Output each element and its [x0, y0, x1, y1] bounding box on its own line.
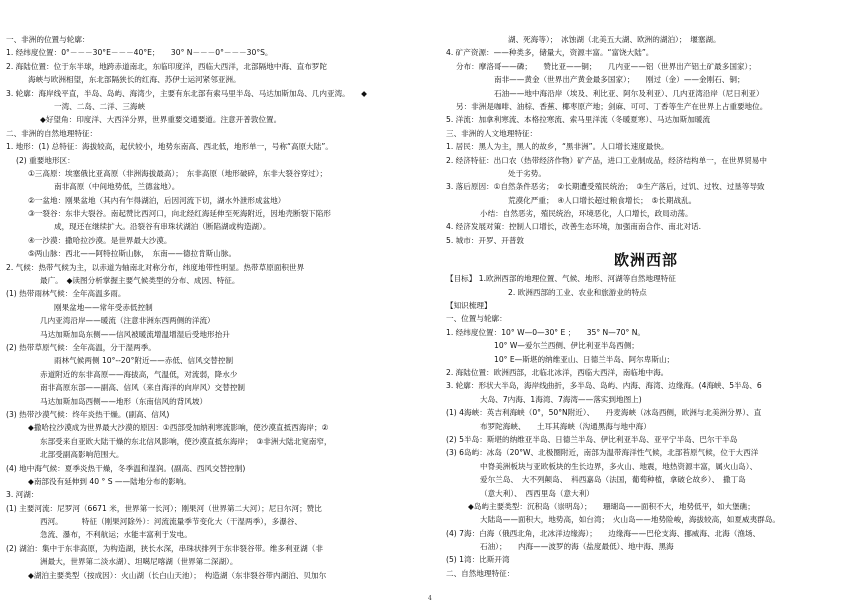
western-europe-section [446, 272, 846, 580]
text-line: (5) 1湾：比斯开湾 [446, 555, 510, 565]
text-line: 洲最大，世界第二淡水湖）、坦噶尼喀湖（世界第二深湖）。 [40, 557, 238, 567]
text-line: 刚果盆地——常年受赤低控制 [54, 302, 153, 312]
text-line: ⑤两山脉：西北——阿特拉斯山脉， 东南——德拉肯斯山脉。 [28, 249, 237, 259]
page-number: 4 [428, 595, 432, 602]
text-line: 【目标】 1.欧洲西部的地理位置、气候、地形、河湖等自然地理特征 [446, 274, 676, 284]
text-line: 【知识梳理】 [446, 301, 492, 311]
text-line: 3. 轮廓：形状大半岛，海岸线曲折，多半岛、岛屿、内海、海湾、边缘海。(4海峡、5半岛、6 [446, 381, 762, 391]
text-line: 1. 地形：(1) 总特征：海拔较高，起伏较小，地势东南高、西北低，地形单一，号称“高原大陆”。 [6, 142, 333, 152]
text-line: 成，现还在继续扩大。沿裂谷有串珠状湖泊（断陷湖或构造湖）。 [54, 222, 271, 232]
text-line: 2. 海陆位置：位于东半球，地跨赤道南北，东临印度洋，西临大西洋，北部隔地中海、直布罗陀 [6, 61, 327, 71]
text-line: 10° E—斯堪的纳维亚山、日德兰半岛、阿尔卑斯山； [494, 354, 675, 364]
text-line: (4) 7海：白海（俄西北角，北冰洋边缘海）； 边缘海——巴伦支海、挪威海、北海（渔场、 [446, 528, 761, 538]
text-line: 4. 经济发展对策：控制人口增长，改善生态环境，加强南南合作、南北对话. [446, 222, 702, 232]
text-line: 一湾、二岛、二洋、三海峡 [54, 101, 146, 111]
text-line: ①三高原：埃塞俄比亚高原（非洲海拔最高）； 东非高原（地形破碎，东非大裂谷穿过）； [28, 168, 328, 178]
text-line: 石油）； 内海——波罗的海（盐度最低）、地中海、黑海 [480, 542, 674, 552]
text-line: 中脊美洲板块与亚欧板块的生长边界，多火山、地震，地热资源丰富，属火山岛）、 [480, 461, 758, 471]
text-line: 布罗陀海峡、 土耳其海峡（沟通黑海与地中海） [480, 421, 651, 431]
text-line: 二、自然地理特征： [446, 568, 515, 578]
text-line: 南非高原东部——副高、信风（来自海洋的向岸风）交替控制 [40, 383, 246, 393]
text-line: 分布：摩洛哥——磷； 赞比亚——铜； 几内亚——铝（世界出产铝土矿最多国家）； [456, 61, 756, 71]
text-line: 2. 欧洲西部的工业、农业和旅游业的特点 [508, 287, 647, 297]
text-line: 一、位置与轮廓： [446, 314, 507, 324]
text-line: ③一裂谷：东非大裂谷。南起赞比西河口，向北经红海延伸至死海附近，因地壳断裂下陷形 [28, 209, 331, 219]
text-line: 另：非洲是咖啡、油棕、香蕉、椰枣原产地；剑麻、可可、丁香等生产在世界上占重要地位。 [456, 101, 768, 111]
text-line: 最广。 ◆读图分析掌握主要气候类型的分布、成因、特征。 [40, 276, 240, 286]
text-line: ④一沙漠：撒哈拉沙漠。是世界最大沙漠。 [28, 235, 172, 245]
text-line: 3. 河湖： [6, 490, 39, 500]
text-line: 赤道附近的东非高原——海拔高，气温低，对流弱，降水少 [40, 369, 238, 379]
section-title-western-europe: 欧洲西部 [613, 251, 678, 270]
text-line: 处于劣势。 [508, 168, 546, 178]
text-line: ◆湖泊主要类型（按成因）：火山湖（长白山天池）； 构造湖（东非裂谷带内湖泊、贝加尔 [28, 570, 327, 580]
text-line: 三、非洲的人文地理特征： [446, 128, 538, 138]
text-line: 雨林气候两侧 10°--20°附近——赤低、信风交替控制 [54, 356, 234, 366]
text-line: 小结：自然恶劣，殖民统治，环境恶化，人口增长，政局动荡。 [480, 209, 693, 219]
text-line: 2. 气候：热带气候为主，以赤道为轴南北对称分布，纬度地带性明显。热带草原面积世界 [6, 262, 305, 272]
text-line: （意大利）、 西西里岛（意大利） [480, 488, 594, 498]
text-line: (1) 热带雨林气候：全年高温多雨。 [6, 289, 126, 299]
text-line: (2) 热带草原气候：全年高温，分干湿两季。 [6, 342, 156, 352]
text-line: 1. 居民：黑人为主，黑人的故乡，“黑非洲”。人口增长速度最快。 [446, 142, 669, 152]
text-line: 急流、瀑布，不利航运；水能丰富利于发电。 [40, 530, 192, 540]
left-column [6, 33, 406, 582]
text-line: 西河。 特征（刚果河除外）：河流流量季节变化大（干湿两季），多瀑谷、 [40, 517, 302, 527]
text-line: (2) 湖泊：集中于东非高原，为构造湖，狭长水深，串珠状排列于东非裂谷带。维多利亚湖（非 [6, 543, 323, 553]
text-line: (1) 4海峡：英吉利海峡（0°，50°N附近）、 丹麦海峡（冰岛西侧，欧洲与北美洲分界）、直 [446, 408, 762, 418]
text-line: 爱尔兰岛、 大不列颠岛、 科西嘉岛（法国，葡萄种植，拿破仑故乡）、 撒丁岛 [480, 475, 746, 485]
text-line: 南非高原（中间地势低，兰德盆地）。 [54, 182, 180, 192]
text-line: 马达加斯加岛西侧——地形（东南信风的背风坡） [40, 396, 208, 406]
right-column [446, 33, 846, 580]
text-line: 1. 经纬度位置：10° W—0—30° E ； 35° N—70° N。 [446, 327, 645, 337]
text-line: ◆南部没有延伸到 40 ° S ——陆地分布的影响。 [28, 476, 191, 486]
text-line: (3) 热带沙漠气候：终年炎热干燥。(副高、信风) [6, 409, 170, 419]
text-line: 南非——黄金（世界出产黄金最多国家）； 刚过（金）——金刚石、铜； [494, 75, 745, 85]
text-line: 荒漠化严重； ④人口增长超过粮食增长； ⑤长期战乱。 [508, 195, 697, 205]
africa-continued-section [446, 33, 846, 247]
text-line: 4. 矿产资源：——种类多，储量大，资源丰富。“富饶大陆”。 [446, 48, 654, 58]
text-line: (3) 6岛屿：冰岛（20°W、北极圈附近，南部为温带海洋性气候，北部苔原气候，位于大西洋 [446, 448, 759, 458]
text-line: ◆岛屿主要类型：沉积岛（崇明岛）； 珊瑚岛——面积不大，地势低平，如大堡礁； [468, 501, 755, 511]
text-line: 3. 轮廓：海岸线平直，半岛、岛屿、海湾少，主要有东北部有索马里半岛、马达加斯加岛、几内亚湾。 ◆ [6, 88, 368, 98]
text-line: (2) 5半岛：斯堪的纳维亚半岛、日德兰半岛、伊比利亚半岛、亚平宁半岛、巴尔干半岛 [446, 434, 738, 444]
text-line: 一、非洲的位置与轮廓： [6, 35, 90, 44]
text-line: 2. 海陆位置：欧洲西部，北临北冰洋，西临大西洋，南临地中海。 [446, 367, 669, 377]
text-line: 湖、死海等）； 冰蚀湖（北美五大湖、欧洲的湖泊）； 堰塞湖。 [508, 35, 721, 44]
text-line: 10° W—爱尔兰西侧、伊比利亚半岛西侧； [494, 341, 639, 351]
text-line: (1) 主要河流：尼罗河（6671 米，世界第一长河）；刚果河（世界第二大河）；尼日尔河；赞比 [6, 503, 322, 513]
text-line: (2) 重要地形区： [16, 155, 75, 165]
text-line: 5. 洋流：加拿利寒流、本格拉寒流、索马里洋流（冬暖夏寒）、马达加斯加暖流 [446, 115, 711, 125]
text-line: 3. 落后原因：①自然条件恶劣； ②长期遭受殖民统治； ③生产落后，过饥、过牧、过垦等导致 [446, 182, 765, 192]
text-line: 海峡与欧洲相望，东北部隔狭长的红海、苏伊士运河紧邻亚洲。 [28, 75, 241, 85]
text-line: ◆撒哈拉沙漠成为世界最大沙漠的原因：①西部受加纳利寒流影响，使沙漠直抵西海岸；② [28, 423, 329, 433]
text-line: 东部受来自亚欧大陆干燥的东北信风影响，使沙漠直抵东海岸； ③非洲大陆北宽南窄， [40, 436, 332, 446]
text-line: 几内亚湾沿岸——暖流（注意非洲东西两侧的洋流） [40, 316, 215, 326]
text-line: 5. 城市：开罗、开普敦 [446, 235, 525, 245]
text-line: (4) 地中海气候：夏季炎热干燥，冬季温和湿润。(副高、西风交替控制) [6, 463, 246, 473]
text-line: 大岛、7内海、1海湾、7海湾——落实到地图上) [480, 394, 642, 404]
text-line: 2. 经济特征：出口农（热带经济作物）矿产品，进口工业制成品，经济结构单一，在世界贸易中 [446, 155, 767, 165]
text-line: 二、非洲的自然地理特征： [6, 128, 98, 138]
text-line: 大陆岛——面积大，地势高，如台湾； 火山岛——地势险峻，海拔较高，如夏威夷群岛。 [480, 515, 780, 525]
text-line: ②一盆地：刚果盆地（其内有乍得湖泊，后因河流下切，湖水外泄形成盆地） [28, 195, 286, 205]
text-line: 石油——地中海沿岸（埃及、利比亚、阿尔及利亚）、几内亚湾沿岸（尼日利亚） [494, 88, 764, 98]
text-line: ◆好望角：印度洋、大西洋分界，世界重要交通要道。注意开普敦位置。 [40, 115, 282, 125]
text-line: 1. 经纬度位置：0°－－－30°E－－－40°E； 30° N－－－0°－－－30°S。 [6, 48, 273, 58]
text-line: 北部受副高影响范围大。 [40, 450, 124, 460]
text-line: 马达加斯加岛东侧——信风被暖流增温增湿后受地形抬升 [40, 329, 230, 339]
